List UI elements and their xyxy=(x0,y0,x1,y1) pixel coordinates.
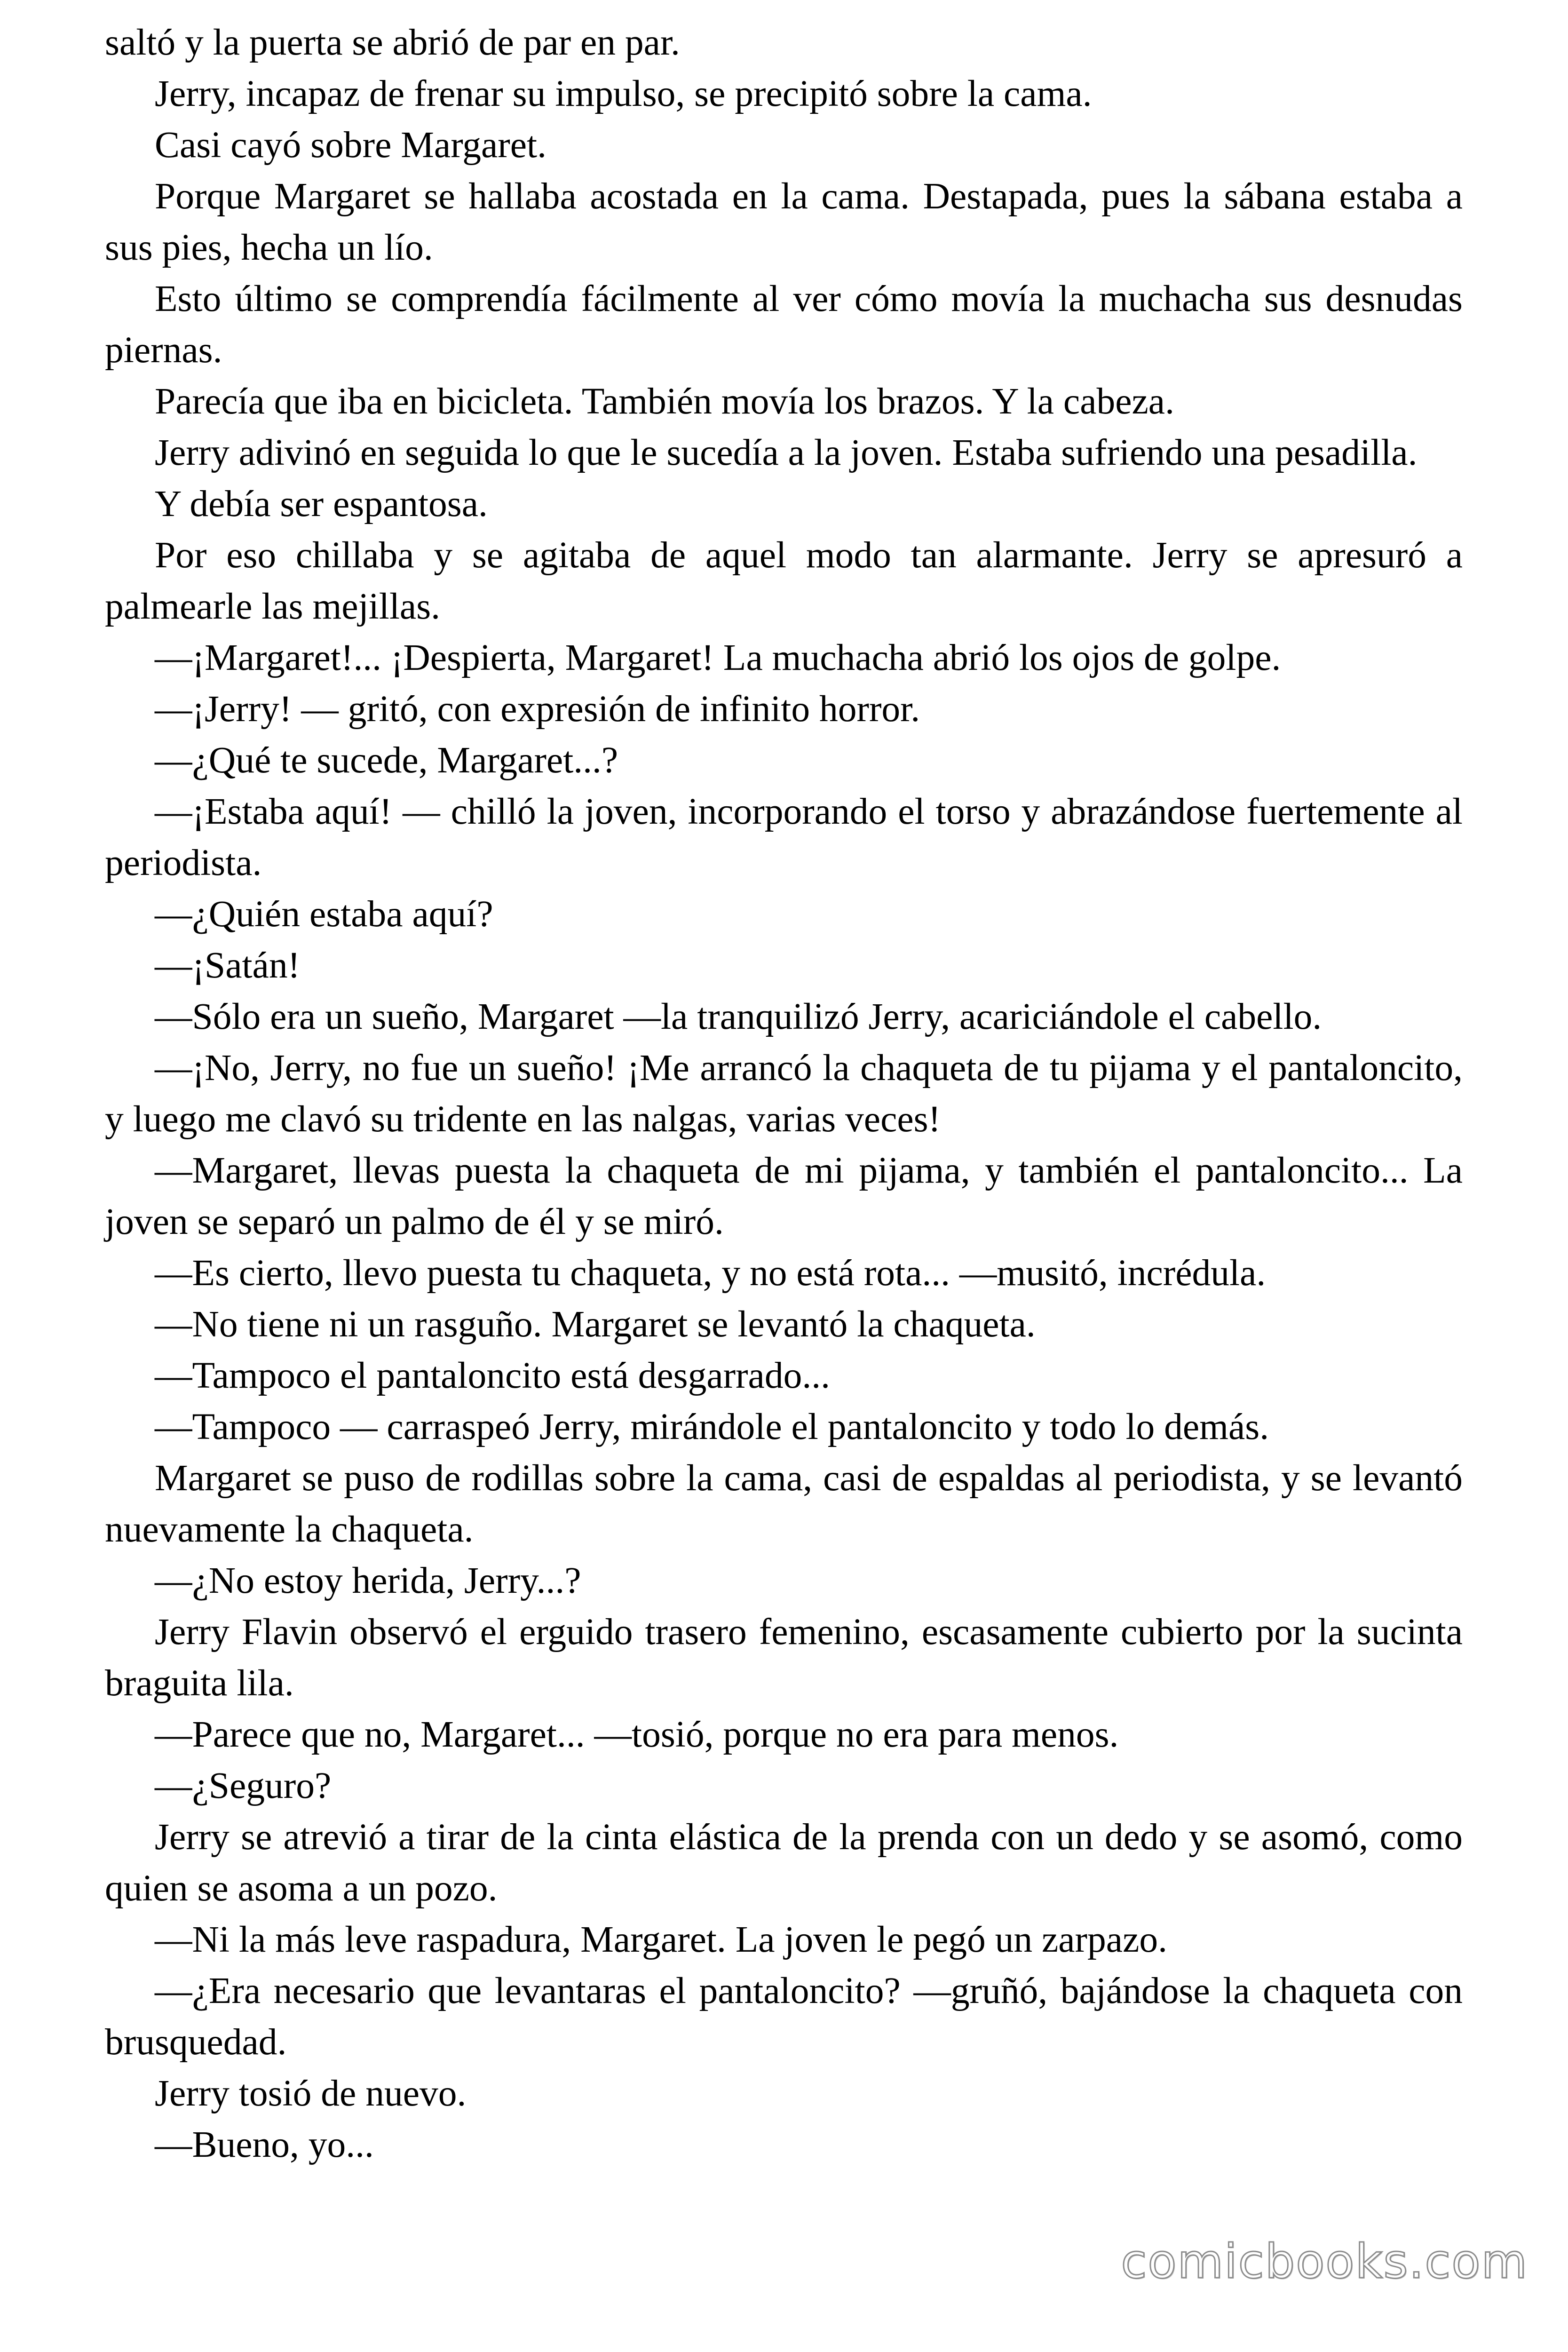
paragraph: —Sólo era un sueño, Margaret —la tranquilizó Jerry, acariciándole el cabello. xyxy=(155,996,1322,1037)
paragraph: —Margaret, llevas puesta la chaqueta de mi pijama, y también el pantaloncito... La joven se separó un palmo de él y se miró. xyxy=(105,1150,1463,1242)
paragraph: Jerry Flavin observó el erguido trasero femenino, escasamente cubierto por la sucinta braguita lila. xyxy=(105,1611,1463,1704)
paragraph: Y debía ser espantosa. xyxy=(155,483,488,524)
paragraph: saltó y la puerta se abrió de par en par. xyxy=(105,22,680,63)
paragraph: —Ni la más leve raspadura, Margaret. La joven le pegó un zarpazo. xyxy=(155,1919,1167,1960)
paragraph: —¡Margaret!... ¡Despierta, Margaret! La muchacha abrió los ojos de golpe. xyxy=(155,637,1281,678)
paragraph: —¡No, Jerry, no fue un sueño! ¡Me arrancó la chaqueta de tu pijama y el pantaloncito, y luego me clavó su tridente en las nalgas, varias veces! xyxy=(105,1047,1463,1140)
paragraph: Esto último se comprendía fácilmente al ver cómo movía la muchacha sus desnudas piernas. xyxy=(105,278,1463,371)
paragraph: Jerry se atrevió a tirar de la cinta elástica de la prenda con un dedo y se asomó, como quien se asoma a un pozo. xyxy=(105,1816,1463,1909)
paragraph: —Bueno, yo... xyxy=(155,2124,374,2165)
paragraph: Jerry, incapaz de frenar su impulso, se precipitó sobre la cama. xyxy=(155,73,1092,114)
paragraph: —¡Jerry! — gritó, con expresión de infinito horror. xyxy=(155,688,920,730)
paragraph: —¡Estaba aquí! — chilló la joven, incorporando el torso y abrazándose fuertemente al periodista. xyxy=(105,791,1463,883)
paragraph: —Parece que no, Margaret... —tosió, porque no era para menos. xyxy=(155,1714,1119,1755)
paragraph: —¿Quién estaba aquí? xyxy=(155,893,493,935)
paragraph: Margaret se puso de rodillas sobre la cama, casi de espaldas al periodista, y se levantó nuevamente la chaqueta. xyxy=(105,1457,1463,1550)
paragraph: —Tampoco el pantaloncito está desgarrado... xyxy=(155,1355,830,1396)
paragraph: —Tampoco — carraspeó Jerry, mirándole el pantaloncito y todo lo demás. xyxy=(155,1406,1269,1447)
paragraph: —¿Qué te sucede, Margaret...? xyxy=(155,739,618,781)
paragraph: Parecía que iba en bicicleta. También movía los brazos. Y la cabeza. xyxy=(155,381,1174,422)
paragraph: —¿Seguro? xyxy=(155,1765,332,1806)
paragraph: —No tiene ni un rasguño. Margaret se levantó la chaqueta. xyxy=(155,1303,1036,1345)
watermark: comicbooks.com xyxy=(1121,2234,1528,2289)
paragraph: Porque Margaret se hallaba acostada en la cama. Destapada, pues la sábana estaba a sus pies, hecha un lío. xyxy=(105,175,1463,268)
paragraph: Jerry adivinó en seguida lo que le sucedía a la joven. Estaba sufriendo una pesadilla. xyxy=(155,432,1418,473)
paragraph: Casi cayó sobre Margaret. xyxy=(155,124,547,166)
paragraph: Jerry tosió de nuevo. xyxy=(155,2073,467,2114)
paragraph: —¿Era necesario que levantaras el pantaloncito? —gruñó, bajándose la chaqueta con brusquedad. xyxy=(105,1970,1463,2063)
paragraph: —Es cierto, llevo puesta tu chaqueta, y no está rota... —musitó, incrédula. xyxy=(155,1252,1266,1294)
paragraph: —¡Satán! xyxy=(155,945,301,986)
paragraph: Por eso chillaba y se agitaba de aquel modo tan alarmante. Jerry se apresuró a palmearle las mejillas. xyxy=(105,534,1463,627)
paragraph: —¿No estoy herida, Jerry...? xyxy=(155,1560,581,1601)
page-text xyxy=(105,17,1463,2170)
